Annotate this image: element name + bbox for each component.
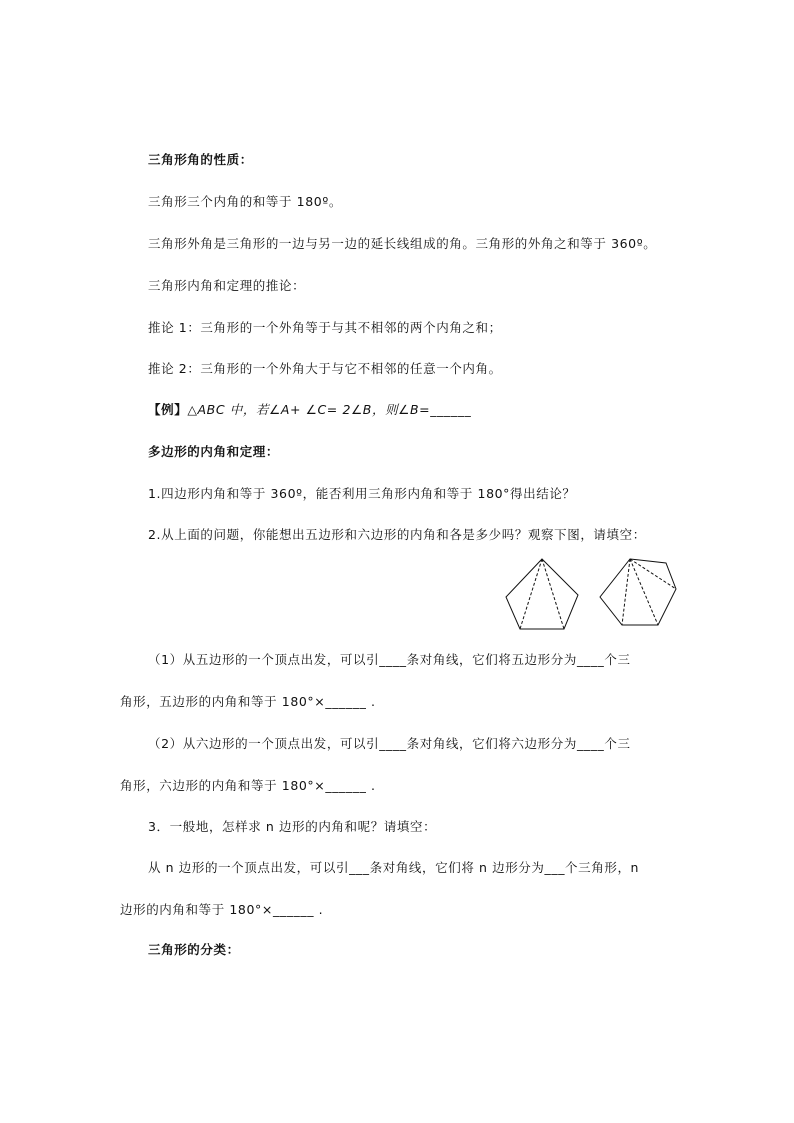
part-2-line-1: （2）从六边形的一个顶点出发，可以引____条对角线，它们将六边形分为____个三 xyxy=(148,736,631,751)
part-1-line-1: （1）从五边形的一个顶点出发，可以引____条对角线，它们将五边形分为____个三 xyxy=(148,652,631,667)
question-3-line-2: 边形的内角和等于 180°×______ . xyxy=(120,902,324,917)
exterior-angle-definition: 三角形外角是三角形的一边与另一边的延长线组成的角。三角形的外角之和等于 360º。 xyxy=(148,236,657,251)
hexagon-figure xyxy=(600,559,676,625)
pentagon-outline xyxy=(506,559,578,629)
part-1-line-2: 角形，五边形的内角和等于 180°×______ . xyxy=(120,694,376,709)
corollary-2: 推论 2：三角形的一个外角大于与它不相邻的任意一个内角。 xyxy=(148,361,502,376)
interior-angle-sum: 三角形三个内角的和等于 180º。 xyxy=(148,194,342,209)
example-label: 【例】 xyxy=(148,402,188,417)
hexagon-diagonal xyxy=(622,559,630,625)
corollary-heading: 三角形内角和定理的推论： xyxy=(148,278,306,293)
heading-triangle-classification: 三角形的分类： xyxy=(148,942,240,957)
pentagon-figure xyxy=(506,559,578,629)
polygon-figures xyxy=(500,555,690,633)
question-3: 3．一般地，怎样求 n 边形的内角和呢？请填空： xyxy=(148,819,437,834)
pentagon-diagonal xyxy=(520,559,542,629)
question-2: 2.从上面的问题，你能想出五边形和六边形的内角和各是多少吗？观察下图，请填空： xyxy=(148,527,646,542)
example-line xyxy=(148,400,471,418)
example-blank: ______ xyxy=(430,402,472,417)
corollary-1: 推论 1：三角形的一个外角等于与其不相邻的两个内角之和； xyxy=(148,320,502,335)
example-math: △ABC 中，若∠A+ ∠C= 2∠B，则∠B= xyxy=(187,402,431,417)
hexagon-outline xyxy=(600,559,676,625)
question-3-line-1: 从 n 边形的一个顶点出发，可以引___条对角线，它们将 n 边形分为___个三角形，n xyxy=(148,860,640,875)
part-2-line-2: 角形，六边形的内角和等于 180°×______ . xyxy=(120,778,376,793)
heading-triangle-angles: 三角形角的性质： xyxy=(148,152,253,167)
question-1: 1.四边形内角和等于 360º，能否利用三角形内角和等于 180°得出结论？ xyxy=(148,486,576,501)
heading-polygon-angles: 多边形的内角和定理： xyxy=(148,444,280,459)
hexagon-diagonal xyxy=(630,559,658,625)
